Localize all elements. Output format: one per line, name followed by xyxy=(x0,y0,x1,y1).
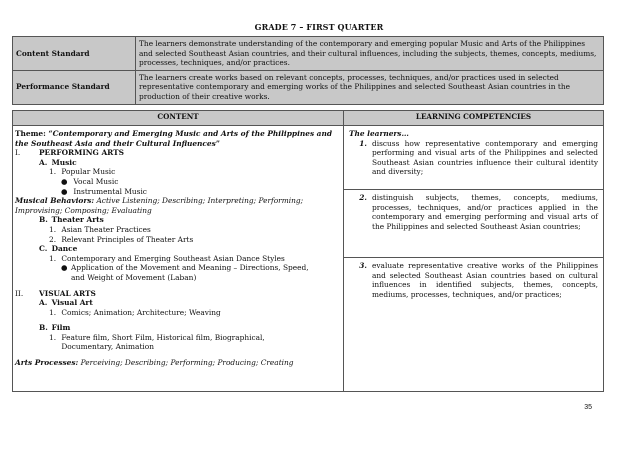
content-standard-text: The learners demonstrate understanding of the contemporary and emerging popular Music and Arts of the Philippines and selected Southeast Asian countries, and their cultural influences, including the subjects, themes, concepts, mediums, processes, techniques, and/or practices. xyxy=(136,37,604,71)
bullet-instrumental-music: ● Instrumental Music xyxy=(61,186,147,196)
learners-intro: The learners… xyxy=(349,129,409,138)
content-cell xyxy=(13,126,344,392)
performance-standard-row xyxy=(13,70,604,104)
subsection-film: B. Film xyxy=(39,323,71,333)
competency-2: 2. distinguish subjects, themes, concepts, mediums, processes, techniques, and/or practices applied in the contemporary and emerging performing and visual arts of the Philippines and selected Southeast Asian countries; xyxy=(344,190,603,258)
performance-standard-label: Performance Standard xyxy=(13,70,136,104)
item-comics: 1. Comics; Animation; Architecture; Weaving xyxy=(49,307,221,317)
arts-processes: Arts Processes: Perceiving; Describing; Performing; Producing; Creating xyxy=(15,358,294,368)
section-visual-arts: II. VISUAL ARTS xyxy=(15,288,96,298)
content-header: CONTENT xyxy=(13,111,344,126)
subsection-dance: C. Dance xyxy=(39,244,78,254)
bullet-laban: ● Application of the Movement and Meaning – Directions, Speed, and Weight of Movement (Laban) xyxy=(61,263,309,282)
curriculum-table xyxy=(12,110,604,392)
competencies-cell xyxy=(344,126,604,392)
subsection-music: A. Music xyxy=(39,157,77,167)
competency-1: The learners… 1. discuss how representative contemporary and emerging performing and visual arts of the Philippines and selected Southeast Asian countries influence their cultural identity and diversity; xyxy=(344,126,603,190)
theme-heading: Theme: “Contemporary and Emerging Music and Arts of the Philippines and the Southeast Asia and their Cultural Influences” xyxy=(15,129,333,148)
content-standard-label: Content Standard xyxy=(13,37,136,71)
competency-1-text: discuss how representative contemporary and emerging performing and visual arts of the Philippines and selected Southeast Asian countries influence their cultural identity and diversity; xyxy=(372,138,598,177)
item-popular-music: 1. Popular Music xyxy=(49,167,116,177)
body-row xyxy=(13,126,604,392)
section-performing-arts: I. PERFORMING ARTS xyxy=(15,148,125,158)
item-asian-theater: 1. Asian Theater Practices xyxy=(49,224,151,234)
subsection-theater-arts: B. Theater Arts xyxy=(39,215,104,225)
bullet-vocal-music: ● Vocal Music xyxy=(61,176,119,186)
content-standard-row xyxy=(13,37,604,71)
standards-table xyxy=(12,36,604,105)
competency-2-text: distinguish subjects, themes, concepts, mediums, processes, techniques, and/or practices applied in the contemporary and emerging performing and visual arts of the Philippines and selected Southeast Asian countries; xyxy=(372,193,598,231)
header-row xyxy=(13,111,604,126)
page-title: GRADE 7 – FIRST QUARTER xyxy=(254,22,384,32)
item-film-types: 1. Feature film, Short Film, Historical film, Biographical, Documentary, Animation xyxy=(49,332,265,352)
subsection-visual-art: A. Visual Art xyxy=(39,298,93,308)
competency-3-text: evaluate representative creative works of the Philippines and selected Southeast Asian countries based on cultural influences in identified subjects, themes, concepts, mediums, processes, techniques, and/or practices; xyxy=(372,261,598,299)
competencies-header: LEARNING COMPETENCIES xyxy=(344,111,604,126)
item-theater-principles: 2. Relevant Principles of Theater Arts xyxy=(49,234,194,244)
item-dance-styles: 1. Contemporary and Emerging Southeast Asian Dance Styles xyxy=(49,253,285,263)
musical-behaviors: Musical Behaviors: Active Listening; Describing; Interpreting; Performing; Improvising; Composing; Evaluating xyxy=(15,196,304,215)
performance-standard-text: The learners create works based on relevant concepts, processes, techniques, and/or practices used in selected representative contemporary and emerging works of the Philippines and selected Southeast Asian countries in the production of their creative works. xyxy=(136,70,604,104)
page-number: 35 xyxy=(584,404,592,411)
competency-3: 3. evaluate representative creative works of the Philippines and selected Southeast Asian countries based on cultural influences in identified subjects, themes, concepts, mediums, processes, techniques, and/or practices; xyxy=(359,261,598,299)
